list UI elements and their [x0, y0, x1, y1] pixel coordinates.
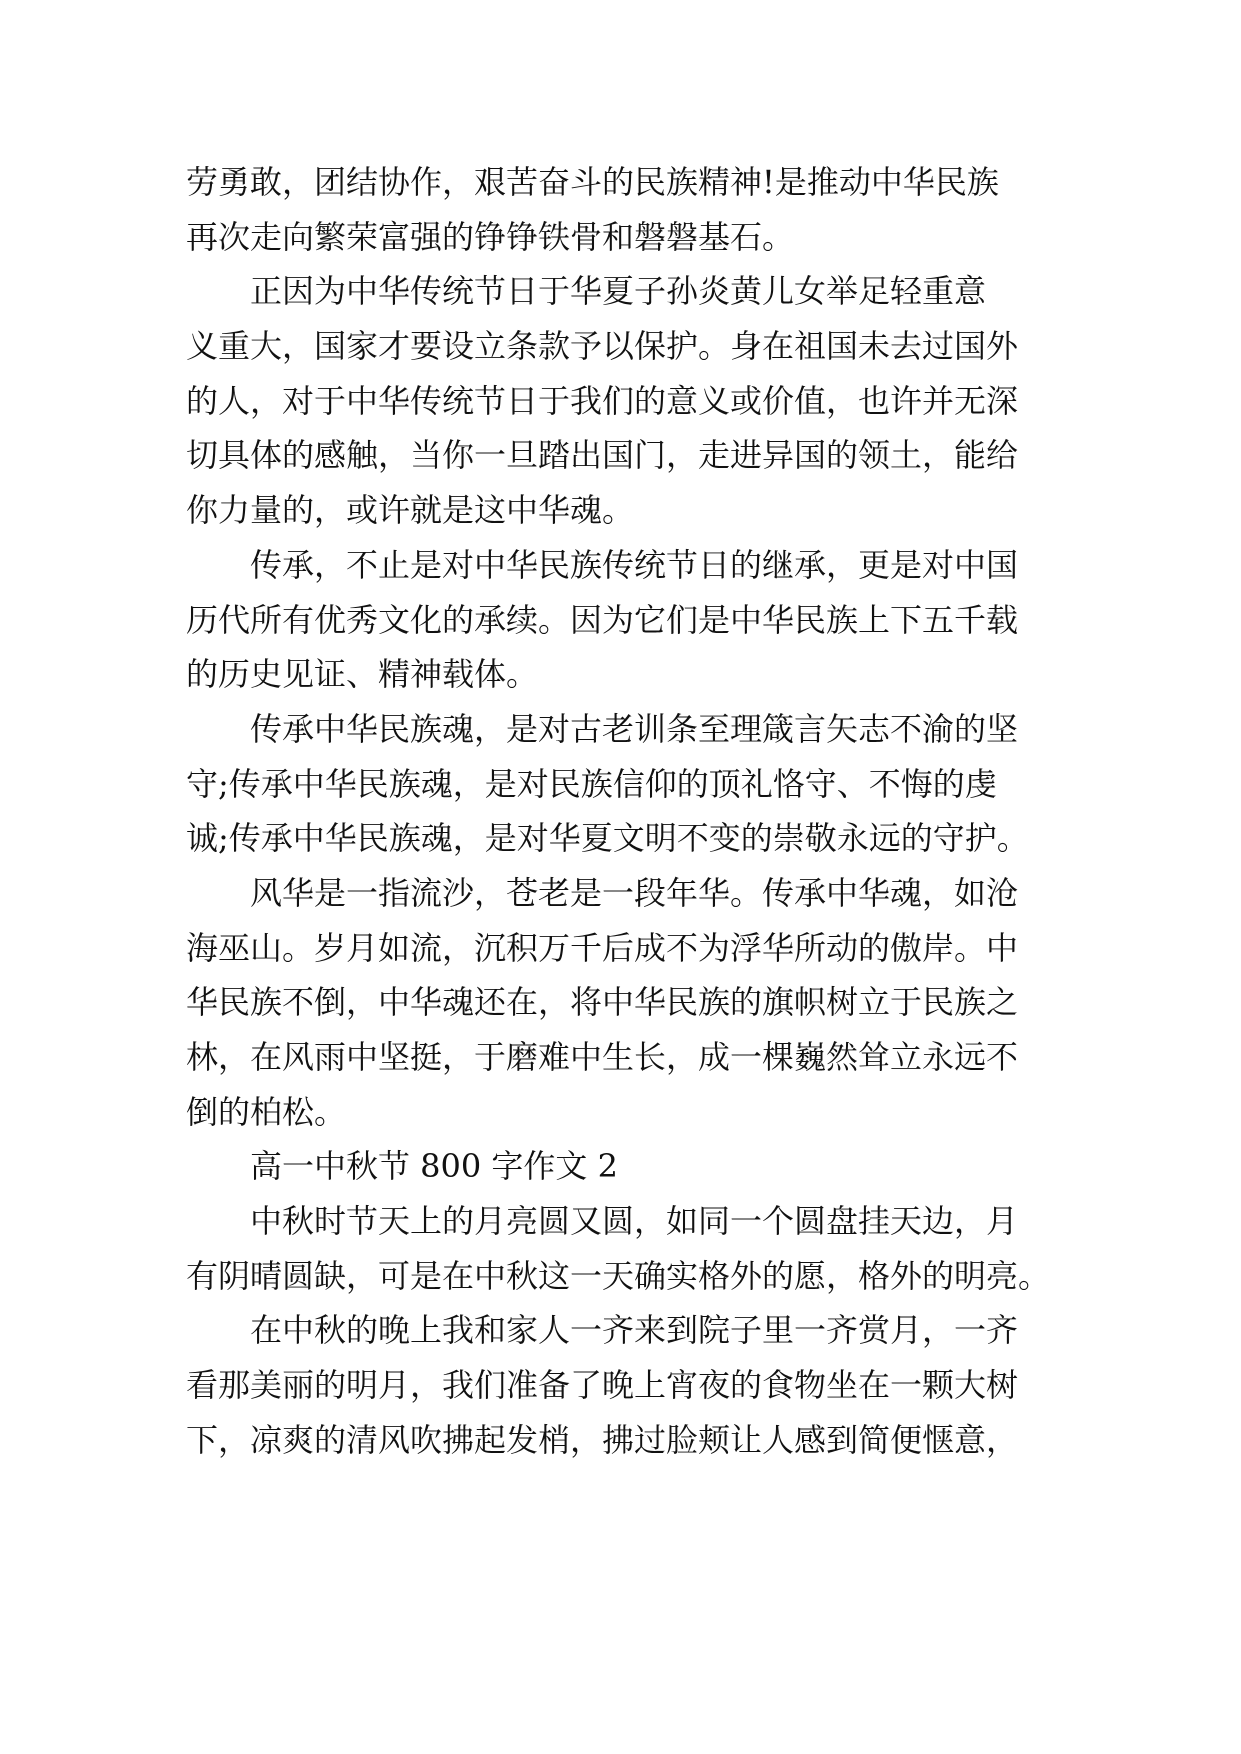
paragraph-1	[186, 155, 1056, 264]
paragraph-6	[186, 1194, 1056, 1303]
text-line: 有阴晴圆缺，可是在中秋这一天确实格外的愿，格外的明亮。	[186, 1256, 1051, 1295]
text-line: 传承，不止是对中华民族传统节日的继承，更是对中国	[250, 545, 1019, 584]
text-line: 义重大，国家才要设立条款予以保护。身在祖国未去过国外	[186, 327, 1019, 366]
text-line: 在中秋的晚上我和家人一齐来到院子里一齐赏月，一齐	[250, 1311, 1019, 1350]
paragraph-4	[186, 702, 1056, 866]
text-line: 林，在风雨中坚挺，于磨难中生长，成一棵巍然耸立永远不	[186, 1038, 1019, 1076]
text-line: 守;传承中华民族魂，是对民族信仰的顶礼恪守、不悔的虔	[186, 764, 997, 803]
text-line: 倒的柏松。	[186, 1092, 347, 1131]
text-line: 华民族不倒，中华魂还在，将中华民族的旗帜树立于民族之	[186, 983, 1019, 1022]
paragraph-5	[186, 866, 1056, 1139]
paragraph-7	[186, 1303, 1056, 1467]
text-line: 海巫山。岁月如流，沉积万千后成不为浮华所动的傲岸。中	[186, 928, 1019, 967]
text-line: 切具体的感触，当你一旦踏出国门，走进异国的领土，能给	[186, 436, 1019, 475]
paragraph-2	[186, 264, 1056, 537]
text-line: 的人，对于中华传统节日于我们的意义或价值，也许并无深	[186, 381, 1019, 420]
document-page	[186, 155, 1056, 1468]
text-line: 传承中华民族魂，是对古老训条至理箴言矢志不渝的坚	[250, 709, 1019, 748]
text-line: 劳勇敢，团结协作，艰苦奋斗的民族精神!是推动中华民族	[186, 163, 999, 201]
essay-title: 高一中秋节 800 字作文 2	[250, 1147, 618, 1186]
text-line: 诚;传承中华民族魂，是对华夏文明不变的崇敬永远的守护。	[186, 819, 1029, 858]
text-line: 正因为中华传统节日于华夏子孙炎黄儿女举足轻重意	[250, 272, 987, 311]
text-line: 再次走向繁荣富强的铮铮铁骨和磐磐基石。	[186, 217, 795, 256]
section-heading	[186, 1139, 1056, 1194]
text-line: 你力量的，或许就是这中华魂。	[186, 491, 635, 530]
text-line: 看那美丽的明月，我们准备了晚上宵夜的食物坐在一颗大树	[186, 1366, 1019, 1405]
text-line: 中秋时节天上的月亮圆又圆，如同一个圆盘挂天边，月	[250, 1202, 1019, 1241]
text-line: 风华是一指流沙，苍老是一段年华。传承中华魂，如沧	[250, 873, 1019, 912]
paragraph-3	[186, 538, 1056, 702]
text-line: 的历史见证、精神载体。	[186, 655, 539, 694]
text-line: 历代所有优秀文化的承续。因为它们是中华民族上下五千载	[186, 600, 1019, 639]
text-line: 下，凉爽的清风吹拂起发梢，拂过脸颊让人感到简便惬意，	[186, 1420, 1019, 1459]
